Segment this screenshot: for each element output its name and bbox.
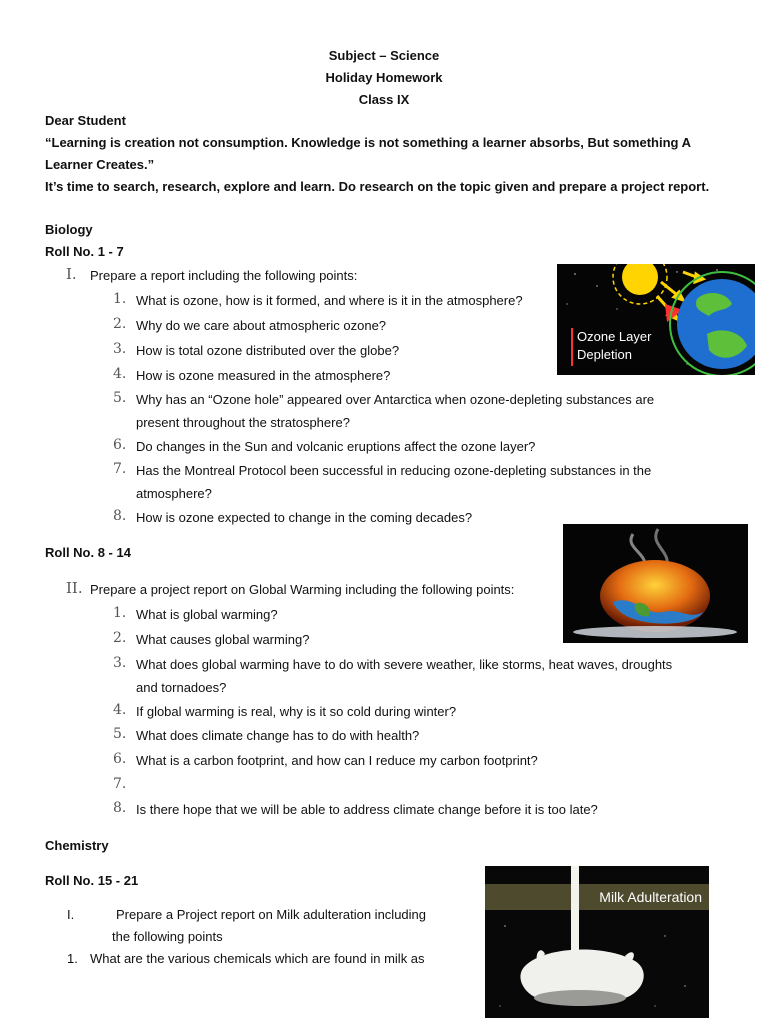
item-number: 7. — [113, 776, 127, 792]
quote-line-1: “Learning is creation not consumption. Knowledge is not something a learner absorbs, But something A — [45, 135, 691, 150]
question-item: Has the Montreal Protocol been successful in reducing ozone-depleting substances in the — [136, 463, 652, 478]
question-item-continued: present throughout the stratosphere? — [136, 415, 350, 430]
roman-numeral: I. — [67, 907, 75, 922]
question-item: What is global warming? — [136, 607, 278, 622]
chemistry-heading: Chemistry — [45, 838, 109, 853]
question-item: What does climate change has to do with health? — [136, 728, 420, 743]
roll-number-8-14: Roll No. 8 - 14 — [45, 545, 131, 560]
homework-title: Holiday Homework — [325, 70, 443, 85]
item-number: 6. — [113, 751, 127, 767]
question-item-continued: atmosphere? — [136, 486, 212, 501]
chemistry-task-line-1: Prepare a Project report on Milk adulteration including — [116, 907, 427, 922]
item-number: 8. — [113, 508, 127, 524]
milk-caption: Milk Adulteration — [599, 889, 702, 905]
chemistry-question-1: What are the various chemicals which are found in milk as — [90, 951, 425, 966]
question-item: What is ozone, how is it formed, and where is it in the atmosphere? — [136, 293, 523, 308]
question-item: What is a carbon footprint, and how can I reduce my carbon footprint? — [136, 753, 538, 768]
item-number: 7. — [113, 461, 127, 477]
ozone-layer-image — [557, 264, 755, 375]
question-item: Why has an “Ozone hole” appeared over Antarctica when ozone-depleting substances are — [136, 392, 655, 407]
item-number: 1. — [113, 291, 127, 307]
roll-number-15-21: Roll No. 15 - 21 — [45, 873, 139, 888]
subject-title: Subject – Science — [328, 48, 440, 63]
item-number: 1. — [67, 951, 78, 966]
task-text: Prepare a project report on Global Warming including the following points: — [90, 582, 515, 597]
item-number: 6. — [113, 437, 127, 453]
item-number: 2. — [113, 316, 127, 332]
question-item: Is there hope that we will be able to address climate change before it is too late? — [136, 802, 598, 817]
instruction: It’s time to search, research, explore and learn. Do research on the topic given and prepare a project report. — [45, 179, 710, 194]
question-item: If global warming is real, why is it so cold during winter? — [136, 704, 457, 719]
question-item: How is ozone measured in the atmosphere? — [136, 368, 391, 383]
question-item: Why do we care about atmospheric ozone? — [136, 318, 387, 333]
question-item: What causes global warming? — [136, 632, 310, 647]
question-item: How is total ozone distributed over the globe? — [136, 343, 400, 358]
question-item: How is ozone expected to change in the coming decades? — [136, 510, 473, 525]
quote-line-2: Learner Creates.” — [45, 157, 155, 172]
item-number: 2. — [113, 630, 127, 646]
biology-heading: Biology — [45, 222, 93, 237]
class-title: Class IX — [358, 92, 410, 107]
item-number: 4. — [113, 702, 127, 718]
item-number: 1. — [113, 605, 127, 621]
question-item: Do changes in the Sun and volcanic eruptions affect the ozone layer? — [136, 439, 536, 454]
item-number: 5. — [113, 726, 127, 742]
question-item-continued: and tornadoes? — [136, 680, 227, 695]
chemistry-task-line-2: the following points — [112, 929, 223, 944]
roman-numeral: II. — [66, 579, 83, 597]
item-number: 3. — [113, 655, 127, 671]
roll-number-1-7: Roll No. 1 - 7 — [45, 244, 124, 259]
greeting: Dear Student — [45, 113, 126, 128]
ozone-caption-2: Depletion — [577, 347, 632, 362]
milk-adulteration-image — [485, 866, 709, 1018]
task-text: Prepare a report including the following points: — [90, 268, 358, 283]
item-number: 5. — [113, 390, 127, 406]
roman-numeral: I. — [66, 265, 77, 283]
item-number: 4. — [113, 366, 127, 382]
question-item: What does global warming have to do with severe weather, like storms, heat waves, droughts — [136, 657, 673, 672]
ozone-caption-1: Ozone Layer — [577, 329, 652, 344]
item-number: 3. — [113, 341, 127, 357]
item-number: 8. — [113, 800, 127, 816]
